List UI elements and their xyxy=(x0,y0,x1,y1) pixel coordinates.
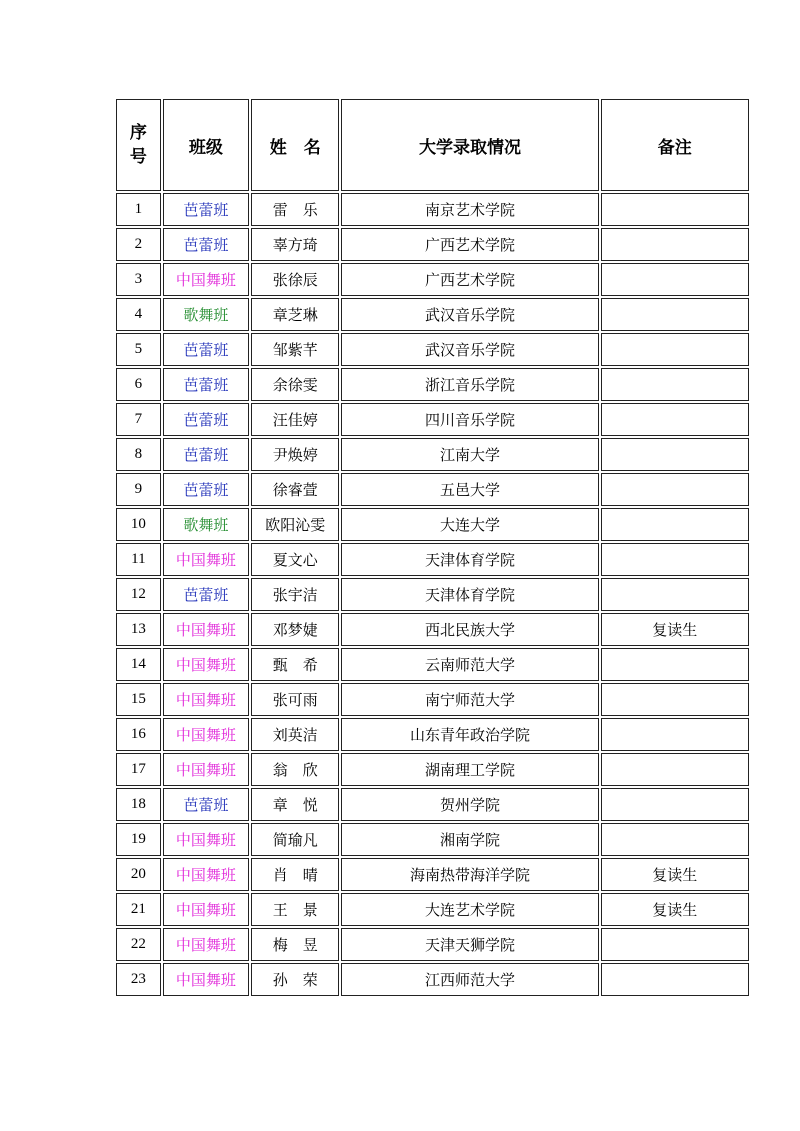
row-student-name: 章芝琳 xyxy=(251,298,339,331)
row-class: 中国舞班 xyxy=(163,648,249,681)
row-serial-number: 17 xyxy=(116,753,161,786)
row-remark xyxy=(601,928,749,961)
row-student-name: 欧阳沁雯 xyxy=(251,508,339,541)
row-class: 歌舞班 xyxy=(163,298,249,331)
row-remark xyxy=(601,963,749,996)
row-class: 中国舞班 xyxy=(163,543,249,576)
row-student-name: 邹紫芊 xyxy=(251,333,339,366)
row-remark: 复读生 xyxy=(601,893,749,926)
table-row xyxy=(116,718,749,751)
row-remark xyxy=(601,333,749,366)
row-class: 芭蕾班 xyxy=(163,403,249,436)
row-student-name: 张可雨 xyxy=(251,683,339,716)
row-remark xyxy=(601,823,749,856)
row-serial-number: 9 xyxy=(116,473,161,506)
row-serial-number: 10 xyxy=(116,508,161,541)
row-remark xyxy=(601,578,749,611)
row-class: 中国舞班 xyxy=(163,893,249,926)
row-university: 浙江音乐学院 xyxy=(341,368,598,401)
table-row xyxy=(116,893,749,926)
row-class: 芭蕾班 xyxy=(163,228,249,261)
row-university: 大连艺术学院 xyxy=(341,893,598,926)
row-serial-number: 23 xyxy=(116,963,161,996)
header-remark: 备注 xyxy=(601,99,749,191)
row-serial-number: 14 xyxy=(116,648,161,681)
row-student-name: 张徐辰 xyxy=(251,263,339,296)
row-student-name: 甄 希 xyxy=(251,648,339,681)
row-class: 芭蕾班 xyxy=(163,333,249,366)
row-class: 芭蕾班 xyxy=(163,193,249,226)
row-remark xyxy=(601,228,749,261)
row-serial-number: 8 xyxy=(116,438,161,471)
table-row xyxy=(116,648,749,681)
row-remark xyxy=(601,718,749,751)
row-university: 广西艺术学院 xyxy=(341,263,598,296)
row-remark xyxy=(601,753,749,786)
table-row xyxy=(116,753,749,786)
row-university: 五邑大学 xyxy=(341,473,598,506)
row-student-name: 张宇洁 xyxy=(251,578,339,611)
table-row xyxy=(116,508,749,541)
row-university: 湘南学院 xyxy=(341,823,598,856)
row-serial-number: 3 xyxy=(116,263,161,296)
row-serial-number: 1 xyxy=(116,193,161,226)
row-remark: 复读生 xyxy=(601,858,749,891)
row-remark xyxy=(601,543,749,576)
row-university: 天津体育学院 xyxy=(341,578,598,611)
header-name: 姓 名 xyxy=(251,99,339,191)
table-row xyxy=(116,613,749,646)
table-row xyxy=(116,403,749,436)
table-row xyxy=(116,788,749,821)
header-serial-number: 序 号 xyxy=(116,99,161,191)
row-serial-number: 19 xyxy=(116,823,161,856)
row-serial-number: 5 xyxy=(116,333,161,366)
row-class: 中国舞班 xyxy=(163,963,249,996)
table-row xyxy=(116,858,749,891)
table-row xyxy=(116,228,749,261)
header-class: 班级 xyxy=(163,99,249,191)
row-class: 中国舞班 xyxy=(163,753,249,786)
row-university: 西北民族大学 xyxy=(341,613,598,646)
row-university: 贺州学院 xyxy=(341,788,598,821)
table-row xyxy=(116,298,749,331)
header-row xyxy=(116,99,749,191)
row-class: 芭蕾班 xyxy=(163,368,249,401)
row-serial-number: 15 xyxy=(116,683,161,716)
row-university: 山东青年政治学院 xyxy=(341,718,598,751)
row-class: 芭蕾班 xyxy=(163,788,249,821)
row-class: 芭蕾班 xyxy=(163,473,249,506)
row-university: 四川音乐学院 xyxy=(341,403,598,436)
row-student-name: 简瑜凡 xyxy=(251,823,339,856)
table-row xyxy=(116,543,749,576)
row-class: 中国舞班 xyxy=(163,683,249,716)
row-university: 武汉音乐学院 xyxy=(341,333,598,366)
row-remark xyxy=(601,403,749,436)
row-university: 天津体育学院 xyxy=(341,543,598,576)
row-serial-number: 18 xyxy=(116,788,161,821)
row-remark xyxy=(601,788,749,821)
row-university: 南京艺术学院 xyxy=(341,193,598,226)
row-student-name: 余徐雯 xyxy=(251,368,339,401)
row-serial-number: 2 xyxy=(116,228,161,261)
row-class: 中国舞班 xyxy=(163,718,249,751)
row-serial-number: 20 xyxy=(116,858,161,891)
row-serial-number: 6 xyxy=(116,368,161,401)
table-row xyxy=(116,368,749,401)
row-student-name: 梅 昱 xyxy=(251,928,339,961)
table-body xyxy=(116,193,749,996)
row-class: 芭蕾班 xyxy=(163,438,249,471)
row-serial-number: 7 xyxy=(116,403,161,436)
row-serial-number: 12 xyxy=(116,578,161,611)
row-student-name: 孙 荣 xyxy=(251,963,339,996)
table-row xyxy=(116,473,749,506)
row-remark xyxy=(601,683,749,716)
table-row xyxy=(116,823,749,856)
row-university: 云南师范大学 xyxy=(341,648,598,681)
row-university: 海南热带海洋学院 xyxy=(341,858,598,891)
row-university: 南宁师范大学 xyxy=(341,683,598,716)
row-serial-number: 4 xyxy=(116,298,161,331)
row-serial-number: 22 xyxy=(116,928,161,961)
row-student-name: 雷 乐 xyxy=(251,193,339,226)
row-student-name: 王 景 xyxy=(251,893,339,926)
row-serial-number: 16 xyxy=(116,718,161,751)
row-university: 广西艺术学院 xyxy=(341,228,598,261)
table-row xyxy=(116,963,749,996)
row-university: 江西师范大学 xyxy=(341,963,598,996)
row-class: 中国舞班 xyxy=(163,858,249,891)
row-student-name: 刘英洁 xyxy=(251,718,339,751)
row-student-name: 夏文心 xyxy=(251,543,339,576)
row-class: 中国舞班 xyxy=(163,928,249,961)
row-student-name: 肖 晴 xyxy=(251,858,339,891)
row-serial-number: 11 xyxy=(116,543,161,576)
row-student-name: 汪佳婷 xyxy=(251,403,339,436)
row-student-name: 尹焕婷 xyxy=(251,438,339,471)
row-remark xyxy=(601,648,749,681)
row-remark xyxy=(601,193,749,226)
row-class: 中国舞班 xyxy=(163,823,249,856)
row-university: 天津天狮学院 xyxy=(341,928,598,961)
row-student-name: 邓梦婕 xyxy=(251,613,339,646)
row-remark xyxy=(601,263,749,296)
table-row xyxy=(116,928,749,961)
row-class: 中国舞班 xyxy=(163,613,249,646)
row-student-name: 翁 欣 xyxy=(251,753,339,786)
header-admission: 大学录取情况 xyxy=(341,99,598,191)
row-remark xyxy=(601,298,749,331)
row-university: 大连大学 xyxy=(341,508,598,541)
row-student-name: 辜方琦 xyxy=(251,228,339,261)
row-student-name: 徐睿萱 xyxy=(251,473,339,506)
row-university: 江南大学 xyxy=(341,438,598,471)
row-university: 湖南理工学院 xyxy=(341,753,598,786)
admission-table-container xyxy=(115,97,750,998)
row-serial-number: 13 xyxy=(116,613,161,646)
row-university: 武汉音乐学院 xyxy=(341,298,598,331)
row-student-name: 章 悦 xyxy=(251,788,339,821)
table-row xyxy=(116,578,749,611)
row-class: 芭蕾班 xyxy=(163,578,249,611)
table-row xyxy=(116,263,749,296)
row-remark xyxy=(601,438,749,471)
row-remark xyxy=(601,368,749,401)
table-row xyxy=(116,438,749,471)
table-row xyxy=(116,683,749,716)
row-class: 中国舞班 xyxy=(163,263,249,296)
row-remark: 复读生 xyxy=(601,613,749,646)
row-serial-number: 21 xyxy=(116,893,161,926)
table-row xyxy=(116,193,749,226)
admission-table xyxy=(114,97,751,998)
row-class: 歌舞班 xyxy=(163,508,249,541)
table-row xyxy=(116,333,749,366)
row-remark xyxy=(601,473,749,506)
row-remark xyxy=(601,508,749,541)
